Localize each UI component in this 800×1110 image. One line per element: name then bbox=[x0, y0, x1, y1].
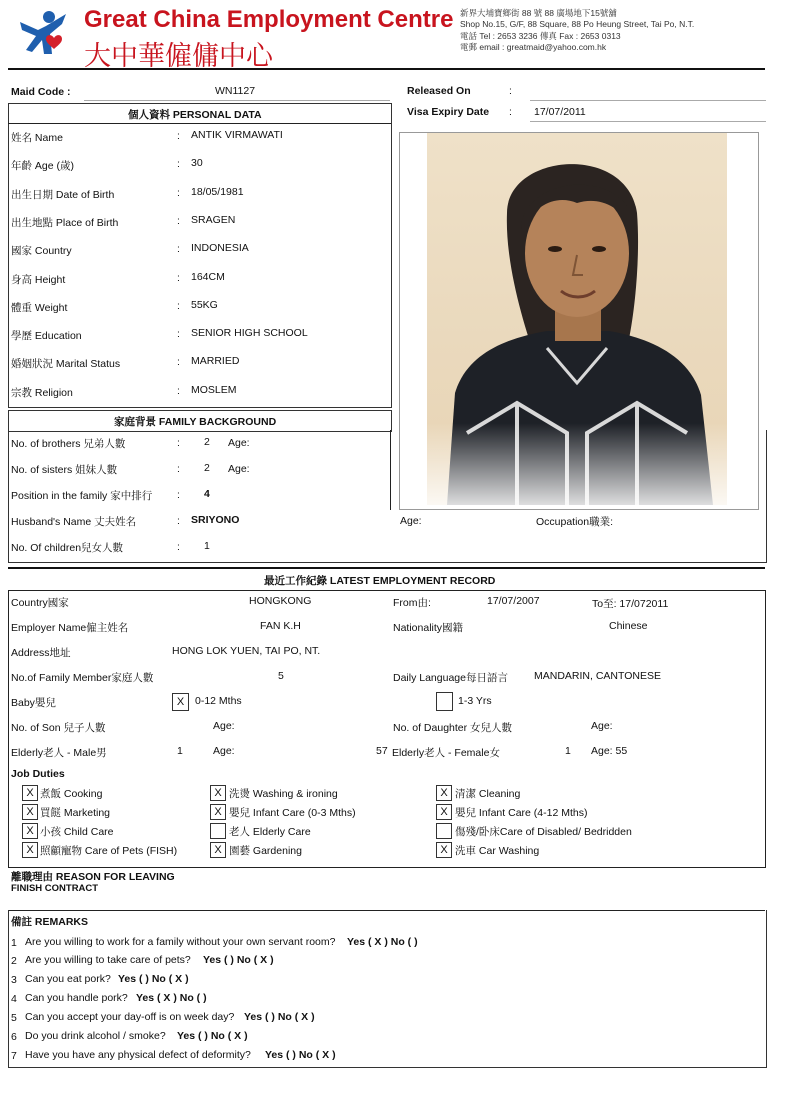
elderly-male-age-label: Age: bbox=[213, 745, 235, 757]
duty-infant-4-12-checkbox[interactable]: X bbox=[436, 804, 452, 820]
maid-code-value: WN1127 bbox=[215, 85, 256, 97]
field-value: SENIOR HIGH SCHOOL bbox=[191, 327, 308, 339]
leaving-heading: 離職理由 REASON FOR LEAVING bbox=[11, 871, 175, 883]
family-heading: 家庭背景 FAMILY BACKGROUND bbox=[114, 416, 277, 428]
occupation-label: Occupation職業: bbox=[536, 516, 614, 528]
emp-address-value: HONG LOK YUEN, TAI PO, NT. bbox=[172, 645, 321, 657]
remark-question: Can you handle pork? bbox=[25, 992, 128, 1004]
emp-address-label: Address地址 bbox=[11, 647, 71, 659]
employer-label: Employer Name僱主姓名 bbox=[11, 622, 129, 634]
language-label: Daily Language每日語言 bbox=[393, 672, 508, 684]
duty-washing-label: 洗燙 Washing & ironing bbox=[229, 788, 338, 800]
children-label: No. Of children兒女人數 bbox=[11, 542, 124, 554]
personal-heading-underline bbox=[8, 123, 391, 124]
employment-left-edge bbox=[8, 590, 9, 868]
field-value: 30 bbox=[191, 157, 203, 169]
emp-from-label: From由: bbox=[393, 597, 431, 609]
baby-0-12-label: 0-12 Mths bbox=[195, 695, 242, 707]
duty-cooking-label: 煮飯 Cooking bbox=[40, 788, 103, 800]
employment-heading-rule bbox=[8, 590, 765, 591]
field-value: INDONESIA bbox=[191, 242, 249, 254]
elderly-male-label: Elderly老人 - Male男 bbox=[11, 747, 107, 759]
field-colon: : bbox=[177, 130, 180, 142]
duty-cooking-checkbox[interactable]: X bbox=[22, 785, 38, 801]
field-value: 18/05/1981 bbox=[191, 186, 244, 198]
field-colon: : bbox=[177, 300, 180, 312]
duty-childcare-label: 小孩 Child Care bbox=[40, 826, 114, 838]
baby-1-3-checkbox[interactable] bbox=[436, 692, 453, 711]
released-label: Released On bbox=[407, 85, 471, 97]
remark-number: 1 bbox=[11, 937, 17, 949]
duty-cleaning-checkbox[interactable]: X bbox=[436, 785, 452, 801]
remark-answer: Yes ( ) No ( X ) bbox=[244, 1011, 315, 1023]
son-label: No. of Son 兒子人數 bbox=[11, 722, 106, 734]
elderly-female-age: Age: 55 bbox=[591, 745, 628, 757]
employer-value: FAN K.H bbox=[260, 620, 301, 632]
job-duties-heading: Job Duties bbox=[11, 768, 65, 780]
remark-answer: Yes ( X ) No ( ) bbox=[347, 936, 418, 948]
elderly-male-count: 1 bbox=[177, 745, 183, 757]
remark-answer: Yes ( ) No ( X ) bbox=[265, 1049, 336, 1061]
remark-question: Can you accept your day-off is on week day? bbox=[25, 1011, 235, 1023]
employment-heading: 最近工作紀錄 LATEST EMPLOYMENT RECORD bbox=[264, 575, 496, 587]
field-colon: : bbox=[177, 328, 180, 340]
field-colon: : bbox=[177, 187, 180, 199]
sisters-value: 2 bbox=[204, 462, 210, 474]
family-member-label: No.of Family Member家庭人數 bbox=[11, 672, 154, 684]
released-underline bbox=[530, 100, 766, 101]
emp-country-label: Country國家 bbox=[11, 597, 69, 609]
address-en: Shop No.15, G/F, 88 Square, 88 Po Heung Street, Tai Po, N.T. bbox=[460, 19, 695, 29]
husband-value: SRIYONO bbox=[191, 514, 240, 526]
leaving-value: FINISH CONTRACT bbox=[11, 883, 99, 894]
duty-cleaning-label: 清潔 Cleaning bbox=[455, 788, 521, 800]
duty-infant-0-3-label: 嬰兒 Infant Care (0-3 Mths) bbox=[229, 807, 356, 819]
field-colon: : bbox=[177, 385, 180, 397]
duty-washing-checkbox[interactable]: X bbox=[210, 785, 226, 801]
daughter-age-label: Age: bbox=[591, 720, 613, 732]
employment-top-rule bbox=[8, 567, 765, 569]
remark-number: 3 bbox=[11, 974, 17, 986]
emp-country-value: HONGKONG bbox=[249, 595, 312, 607]
field-label: 宗教 Religion bbox=[11, 387, 73, 399]
elderly-female-label: Elderly老人 - Female女 bbox=[392, 747, 500, 759]
duty-infant-4-12-label: 嬰兒 Infant Care (4-12 Mths) bbox=[455, 807, 588, 819]
logo-figure-icon bbox=[16, 8, 72, 58]
duty-childcare-checkbox[interactable]: X bbox=[22, 823, 38, 839]
daughter-label: No. of Daughter 女兒人數 bbox=[393, 722, 513, 734]
field-value: ANTIK VIRMAWATI bbox=[191, 129, 283, 141]
duty-elderly-label: 老人 Elderly Care bbox=[229, 826, 311, 838]
brothers-label: No. of brothers 兄弟人數 bbox=[11, 438, 126, 450]
sisters-label: No. of sisters 姐妹人數 bbox=[11, 464, 118, 476]
field-value: SRAGEN bbox=[191, 214, 236, 226]
personal-data-heading: 個人資料 PERSONAL DATA bbox=[128, 109, 262, 121]
remarks-section bbox=[8, 910, 767, 1068]
duty-pets-label: 照顧寵物 Care of Pets (FISH) bbox=[40, 845, 178, 857]
nationality-label: Nationality國籍 bbox=[393, 622, 464, 634]
remark-question: Have you have any physical defect of deformity? bbox=[25, 1049, 251, 1061]
field-value: 55KG bbox=[191, 299, 218, 311]
field-value: MOSLEM bbox=[191, 384, 237, 396]
company-name-zh: 大中華僱傭中心 bbox=[84, 41, 273, 72]
remark-question: Are you willing to work for a family without your own servant room? bbox=[25, 936, 336, 948]
baby-1-3-label: 1-3 Yrs bbox=[458, 695, 492, 707]
remark-answer: Yes ( ) No ( X ) bbox=[203, 954, 274, 966]
baby-label: Baby嬰兒 bbox=[11, 697, 56, 709]
brothers-age-label: Age: bbox=[228, 437, 250, 449]
duty-pets-checkbox[interactable]: X bbox=[22, 842, 38, 858]
remark-answer: Yes ( X ) No ( ) bbox=[136, 992, 207, 1004]
baby-0-12-checkbox[interactable]: X bbox=[172, 693, 189, 711]
son-age-label: Age: bbox=[213, 720, 235, 732]
remark-question: Do you drink alcohol / smoke? bbox=[25, 1030, 166, 1042]
husband-label: Husband's Name 丈夫姓名 bbox=[11, 516, 137, 528]
field-label: 學歷 Education bbox=[11, 330, 82, 342]
duty-gardening-label: 園藝 Gardening bbox=[229, 845, 302, 857]
company-name-en: Great China Employment Centre bbox=[84, 6, 454, 33]
header-divider bbox=[8, 68, 765, 70]
company-logo bbox=[16, 8, 72, 58]
remark-answer: Yes ( ) No ( X ) bbox=[118, 973, 189, 985]
visa-underline bbox=[530, 121, 766, 122]
field-colon: : bbox=[177, 243, 180, 255]
field-label: 身高 Height bbox=[11, 274, 66, 286]
field-label: 國家 Country bbox=[11, 245, 72, 257]
duty-elderly-checkbox[interactable] bbox=[210, 823, 226, 839]
visa-value: 17/07/2011 bbox=[534, 106, 586, 118]
remark-answer: Yes ( ) No ( X ) bbox=[177, 1030, 248, 1042]
visa-colon: : bbox=[509, 106, 512, 118]
duty-carwash-checkbox[interactable]: X bbox=[436, 842, 452, 858]
field-colon: : bbox=[177, 356, 180, 368]
family-photo-divider bbox=[390, 430, 391, 510]
remark-number: 2 bbox=[11, 955, 17, 967]
remark-question: Are you willing to take care of pets? bbox=[25, 954, 191, 966]
duty-carwash-label: 洗車 Car Washing bbox=[455, 845, 540, 857]
field-colon: : bbox=[177, 158, 180, 170]
sisters-age-label: Age: bbox=[228, 463, 250, 475]
husband-age-label: Age: bbox=[400, 515, 422, 527]
duty-infant-0-3-checkbox[interactable]: X bbox=[210, 804, 226, 820]
remark-number: 4 bbox=[11, 993, 17, 1005]
language-value: MANDARIN, CANTONESE bbox=[534, 670, 661, 682]
field-label: 出生日期 Date of Birth bbox=[11, 189, 115, 201]
children-value: 1 bbox=[204, 540, 210, 552]
duty-gardening-checkbox[interactable]: X bbox=[210, 842, 226, 858]
position-value: 4 bbox=[204, 488, 210, 500]
maid-code-underline bbox=[84, 100, 390, 101]
field-label: 出生地點 Place of Birth bbox=[11, 217, 119, 229]
maid-code-label: Maid Code : bbox=[11, 86, 71, 98]
brothers-colon: : bbox=[177, 437, 180, 449]
employment-right-edge bbox=[765, 590, 766, 868]
sisters-colon: : bbox=[177, 463, 180, 475]
field-label: 姓名 Name bbox=[11, 132, 63, 144]
released-colon: : bbox=[509, 85, 512, 97]
duty-marketing-label: 買餸 Marketing bbox=[40, 807, 111, 819]
remark-number: 6 bbox=[11, 1031, 17, 1043]
field-label: 體重 Weight bbox=[11, 302, 68, 314]
elderly-male-age: 57 bbox=[376, 745, 388, 757]
remark-number: 5 bbox=[11, 1012, 17, 1024]
contact-phone: 電話 Tel : 2653 3236 傳真 Fax : 2653 0313 bbox=[460, 31, 621, 41]
remarks-heading: 備註 REMARKS bbox=[11, 916, 89, 928]
field-value: MARRIED bbox=[191, 355, 240, 367]
children-colon: : bbox=[177, 541, 180, 553]
emp-from-value: 17/07/2007 bbox=[487, 595, 540, 607]
duty-marketing-checkbox[interactable]: X bbox=[22, 804, 38, 820]
position-colon: : bbox=[177, 489, 180, 501]
field-label: 年齡 Age (歲) bbox=[11, 160, 75, 172]
husband-colon: : bbox=[177, 515, 180, 527]
remark-question: Can you eat pork? bbox=[25, 973, 111, 985]
field-label: 婚姻狀況 Marital Status bbox=[11, 358, 121, 370]
address-zh: 新界大埔寶鄉街 88 號 88 廣場地下15號舖 bbox=[460, 8, 617, 18]
leaving-top-rule bbox=[8, 867, 765, 868]
nationality-value: Chinese bbox=[609, 620, 648, 632]
field-value: 164CM bbox=[191, 271, 225, 283]
remark-number: 7 bbox=[11, 1050, 17, 1062]
duty-disabled-checkbox[interactable] bbox=[436, 823, 452, 839]
field-colon: : bbox=[177, 272, 180, 284]
family-member-value: 5 bbox=[278, 670, 284, 682]
visa-label: Visa Expiry Date bbox=[407, 106, 490, 118]
contact-email: 電郵 email : greatmaid@yahoo.com.hk bbox=[460, 42, 607, 52]
elderly-female-count: 1 bbox=[565, 745, 571, 757]
brothers-value: 2 bbox=[204, 436, 210, 448]
position-label: Position in the family 家中排行 bbox=[11, 490, 153, 502]
field-colon: : bbox=[177, 215, 180, 227]
duty-disabled-label: 傷殘/卧床Care of Disabled/ Bedridden bbox=[455, 826, 632, 838]
emp-to-label: To至: 17/072011 bbox=[592, 598, 669, 610]
